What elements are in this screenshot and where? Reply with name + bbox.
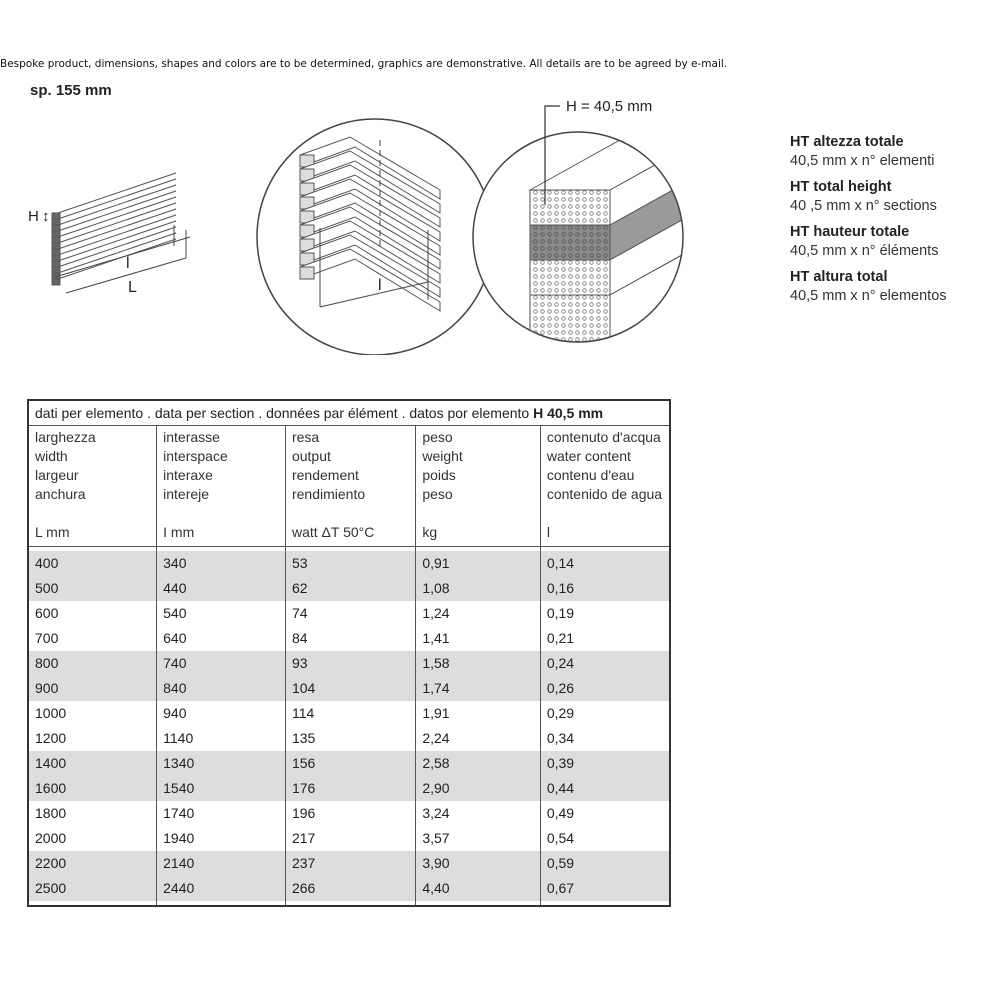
- table-cell: 1600: [28, 776, 157, 801]
- ht-note-value: 40 ,5 mm x n° sections: [790, 198, 937, 214]
- table-cell: 1,41: [416, 626, 541, 651]
- column-header-line: largeur: [35, 467, 79, 483]
- table-cell: 2140: [157, 851, 286, 876]
- radiator-section-strip: [52, 221, 176, 263]
- table-cell: 217: [285, 826, 415, 851]
- element-data-table: [27, 399, 671, 907]
- table-cell: 1,08: [416, 576, 541, 601]
- table-cell: 84: [285, 626, 415, 651]
- column-header-line: rendimiento: [291, 486, 366, 502]
- radiator-illustrations: [0, 95, 780, 355]
- table-row: [28, 876, 670, 901]
- column-header-line: weight: [422, 448, 463, 464]
- table-cell: 0,29: [546, 705, 575, 721]
- column-unit: l: [546, 524, 550, 540]
- ht-note-value: 40,5 mm x n° elementos: [790, 288, 947, 304]
- table-cell: 104: [285, 676, 415, 701]
- radiator-section-strip: [52, 215, 176, 257]
- table-cell: 1200: [28, 726, 157, 751]
- table-cell: 2500: [28, 876, 157, 901]
- ht-notes: [790, 133, 947, 313]
- table-cell: 114: [285, 701, 415, 726]
- table-cell: 53: [285, 551, 415, 576]
- column-header-line: intereje: [163, 486, 210, 502]
- radiator-section-end: [52, 213, 60, 219]
- radiator-section-strip: [52, 227, 176, 269]
- table-cell: 237: [285, 851, 415, 876]
- table-row: [28, 676, 670, 701]
- column-unit: kg: [422, 524, 438, 540]
- table-cell: 1540: [157, 776, 286, 801]
- spacer-cell: [157, 901, 286, 906]
- column-header-line: width: [35, 448, 68, 464]
- table-cell: 1,91: [416, 701, 541, 726]
- column-header: [28, 426, 157, 547]
- table-cell: 400: [28, 551, 157, 576]
- table-header-row: [28, 426, 670, 547]
- table-cell: 0,49: [546, 805, 575, 821]
- table-cell: 940: [157, 701, 286, 726]
- table-cell: 3,24: [416, 801, 541, 826]
- disclaimer-text: Bespoke product, dimensions, shapes and colors are to be determined, graphics are demonstrative. All details are to be agreed by e-mail.: [0, 58, 728, 70]
- radiator-section-end: [52, 267, 60, 273]
- section-detail-circle: [257, 119, 493, 355]
- height-callout: H = 40,5 mm: [566, 98, 653, 115]
- column-header-line: interspace: [163, 448, 228, 464]
- column-unit: watt ΔT 50°C: [291, 524, 375, 540]
- table-cell: 0,91: [416, 551, 541, 576]
- table-cell: 600: [28, 601, 157, 626]
- column-header-line: contenido de agua: [546, 486, 663, 502]
- column-header-line: resa: [291, 429, 320, 445]
- h-marker-arrow: ↕: [42, 208, 50, 225]
- table-cell: 2000: [28, 826, 157, 851]
- column-header: [285, 426, 415, 547]
- table-cell: 340: [157, 551, 286, 576]
- table-cell: 900: [28, 676, 157, 701]
- table-cell: 840: [157, 676, 286, 701]
- radiator-section-strip: [52, 173, 176, 215]
- radiator-section-end: [52, 225, 60, 231]
- table-cell: 3,57: [416, 826, 541, 851]
- table-cell: 1800: [28, 801, 157, 826]
- radiator-section-end: [52, 237, 60, 243]
- table-cell: 62: [285, 576, 415, 601]
- detail-l-label: l: [378, 277, 382, 294]
- radiator-overview-figure: [52, 173, 190, 293]
- ht-note: [790, 178, 947, 216]
- table-row: [28, 601, 670, 626]
- table-cell: 1340: [157, 751, 286, 776]
- radiator-section-end: [52, 231, 60, 237]
- table-caption-row: [28, 400, 670, 426]
- radiator-section-end: [52, 249, 60, 255]
- column-header-line: contenu d'eau: [546, 467, 635, 483]
- table-cell: 1,24: [416, 601, 541, 626]
- column-header-line: interaxe: [163, 467, 213, 483]
- table-cell: 2,90: [416, 776, 541, 801]
- table-row: [28, 826, 670, 851]
- table-cell: 176: [285, 776, 415, 801]
- table-cell: 800: [28, 651, 157, 676]
- column-header-line: peso: [422, 429, 453, 445]
- l-small-label: l: [126, 255, 130, 272]
- table-cell: 135: [285, 726, 415, 751]
- table-caption-text: dati per elemento . data per section . données par élément . datos por elemento: [35, 405, 534, 421]
- table-cell: 1400: [28, 751, 157, 776]
- table-cell: 4,40: [416, 876, 541, 901]
- column-header-line: output: [291, 448, 331, 464]
- table-cell: 0,54: [546, 830, 575, 846]
- column-header: [157, 426, 286, 547]
- radiator-section-strip: [52, 197, 176, 239]
- column-header-line: interasse: [163, 429, 220, 445]
- spacer-cell: [285, 901, 415, 906]
- radiator-section-end: [52, 219, 60, 225]
- table-row: [28, 576, 670, 601]
- table-cell: 440: [157, 576, 286, 601]
- spacer-cell: [416, 901, 541, 906]
- radiator-fin-face: [300, 267, 314, 279]
- table-cell: 0,44: [540, 776, 670, 801]
- table-cell: 0,67: [540, 876, 670, 901]
- radiator-section-strip: [52, 179, 176, 221]
- column-header-line: rendement: [291, 467, 359, 483]
- table-cell: 156: [285, 751, 415, 776]
- radiator-section-strip: [52, 233, 176, 275]
- ht-note-title: HT altura total: [790, 269, 888, 285]
- table-row: [28, 776, 670, 801]
- table-row: [28, 626, 670, 651]
- element-detail-circle: [470, 106, 700, 355]
- ht-note-value: 40,5 mm x n° éléments: [790, 243, 939, 259]
- column-unit: L mm: [35, 524, 70, 540]
- table-caption-bold: H 40,5 mm: [533, 405, 604, 421]
- radiator-section-strip: [52, 203, 176, 245]
- column-header-line: peso: [422, 486, 453, 502]
- ht-note: [790, 268, 947, 306]
- table-cell: 700: [28, 626, 157, 651]
- table-row: [28, 751, 670, 776]
- table-row: [28, 726, 670, 751]
- table-row: [28, 551, 670, 576]
- ht-note-title: HT hauteur totale: [790, 224, 910, 240]
- spacer-cell: [540, 901, 670, 906]
- table-cell: 0,16: [540, 576, 670, 601]
- table-cell: 0,24: [540, 651, 670, 676]
- l-large-label: L: [128, 279, 137, 296]
- table-cell: 1000: [28, 701, 157, 726]
- column-unit: I mm: [163, 524, 195, 540]
- ht-note: [790, 133, 947, 171]
- table-cell: 1,74: [416, 676, 541, 701]
- column-header: [540, 426, 670, 547]
- table-cell: 266: [285, 876, 415, 901]
- radiator-section-end: [52, 255, 60, 261]
- radiator-section-strip: [52, 209, 176, 251]
- thickness-label: sp. 155 mm: [30, 82, 112, 99]
- table-cell: 74: [285, 601, 415, 626]
- ht-note-title: HT altezza totale: [790, 134, 904, 150]
- radiator-section-end: [52, 279, 60, 285]
- ht-note-title: HT total height: [790, 179, 892, 195]
- table-cell: 0,19: [546, 605, 575, 621]
- table-cell: 2200: [28, 851, 157, 876]
- table-cell: 640: [157, 626, 286, 651]
- column-header-line: anchura: [35, 486, 86, 502]
- table-cell: 0,34: [546, 730, 575, 746]
- table-cell: 1140: [157, 726, 286, 751]
- column-header-line: water content: [546, 448, 631, 464]
- table-row: [28, 801, 670, 826]
- column-header-line: contenuto d'acqua: [546, 429, 661, 445]
- radiator-section-strip: [52, 191, 176, 233]
- table-cell: 0,14: [540, 551, 670, 576]
- table-cell: 93: [285, 651, 415, 676]
- table-cell: 500: [28, 576, 157, 601]
- table-cell: 2,24: [416, 726, 541, 751]
- table-cell: 3,90: [416, 851, 541, 876]
- column-header-line: larghezza: [35, 429, 96, 445]
- radiator-section-end: [52, 261, 60, 267]
- table-cell: 0,21: [546, 630, 575, 646]
- table-cell: 0,39: [540, 751, 670, 776]
- table-cell: 1,58: [416, 651, 541, 676]
- table-row: [28, 701, 670, 726]
- ht-note: [790, 223, 947, 261]
- table-bottom-spacer: [28, 901, 670, 906]
- column-header: [416, 426, 541, 547]
- table-cell: 540: [157, 601, 286, 626]
- table-cell: 1740: [157, 801, 286, 826]
- table-cell: 2,58: [416, 751, 541, 776]
- table-cell: 0,26: [540, 676, 670, 701]
- table-cell: 0,59: [540, 851, 670, 876]
- table-caption: [28, 400, 670, 426]
- table-cell: 1940: [157, 826, 286, 851]
- column-header-line: poids: [422, 467, 456, 483]
- table-row: [28, 651, 670, 676]
- table-cell: 740: [157, 651, 286, 676]
- table-row: [28, 851, 670, 876]
- spacer-cell: [28, 901, 157, 906]
- ht-note-value: 40,5 mm x n° elementi: [790, 153, 935, 169]
- radiator-section-end: [52, 243, 60, 249]
- table-cell: 2440: [157, 876, 286, 901]
- radiator-section-strip: [52, 185, 176, 227]
- h-marker-label: H: [28, 208, 39, 225]
- table-cell: 196: [285, 801, 415, 826]
